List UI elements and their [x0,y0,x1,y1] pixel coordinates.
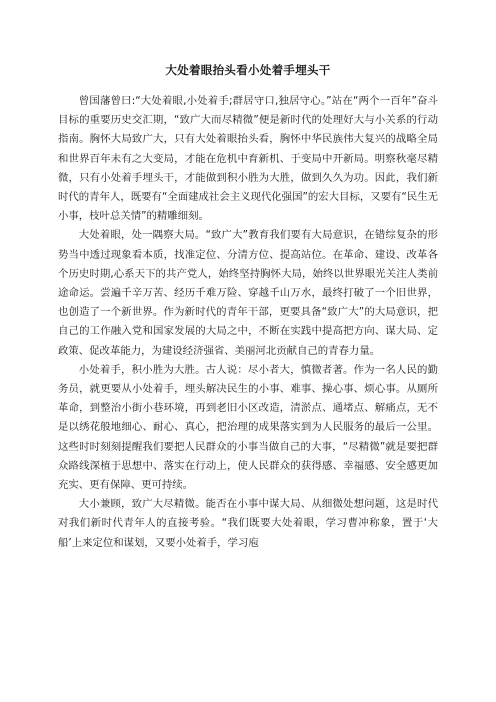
paragraph-small-steps: 小处着手，积小胜为大胜。古人说：尽小者大，慎微者著。作为一名人民的勤务员，就更要从小处着手，埋头解决民生的小事、难事、操心事、烦心事。从厕所革命，到整治小街小巷环境，再到老旧小区改造，清淤点、通堵点、解痛点，无不是以绣花般地细心、耐心、真心，把治理的成果落实到为人民服务的最后一公里。这些时时刻刻提醒我们要把人民群众的小事当做自己的大事，“尽精微”就是要把群众路线深植于思想中、落实在行动上，使人民群众的获得感、幸福感、安全感更加充实、更有保障、更可持续。 [58,363,438,492]
paragraph-intro: 曾国藩曾曰:“大处着眼,小处着手;群居守口,独居守心。”站在“两个一百年”奋斗目标的重要历史交汇期，“致广大而尽精微”便是新时代的处理好大与小关系的行动指南。胸怀大局致广大，只有大处着眼抬头看，胸怀中华民族伟大复兴的战略全局和世界百年未有之大变局，才能在危机中育新机、于变局中开新局。明察秋毫尽精微，只有小处着手埋头干，才能做到积小胜为大胜，做到久久为功。因此，我们新时代的青年人，既要有“全面建成社会主义现代化强国”的宏大目标，又要有“民生无小事，枝叶总关情”的精雕细刻。 [58,95,438,223]
document-page [58,62,438,553]
document-title: 大处着眼抬头看小处着手埋头干 [165,63,331,77]
paragraph-big-picture: 大处着眼，处一隅察大局。“致广大”教育我们要有大局意识，在错综复杂的形势当中透过现象看本质，找准定位、分清方位、提高站位。在革命、建设、改革各个历史时期,心系天下的共产党人，始终坚持胸怀大局，始终以世界眼光关注人类前途命运。尝遍千辛万苦、经历千难万险、穿越千山万水，最终打破了一个旧世界，也创造了一个新世界。作为新时代的青年干部，更要具备“致广大”的大局意识，把自己的工作融入党和国家发展的大局之中，不断在实践中提高把方向、谋大局、定政策、促改革能力，为建设经济强省、美丽河北贡献自己的青春力量。 [58,229,438,357]
paragraph-balance: 大小兼顾，致广大尽精微。能否在小事中谋大局、从细微处想问题，这是时代对我们新时代青年人的直接考验。“我们既要大处着眼，学习曹冲称象，置于‘大船’上来定位和谋划，又要小处着手，学习庖 [58,498,438,549]
